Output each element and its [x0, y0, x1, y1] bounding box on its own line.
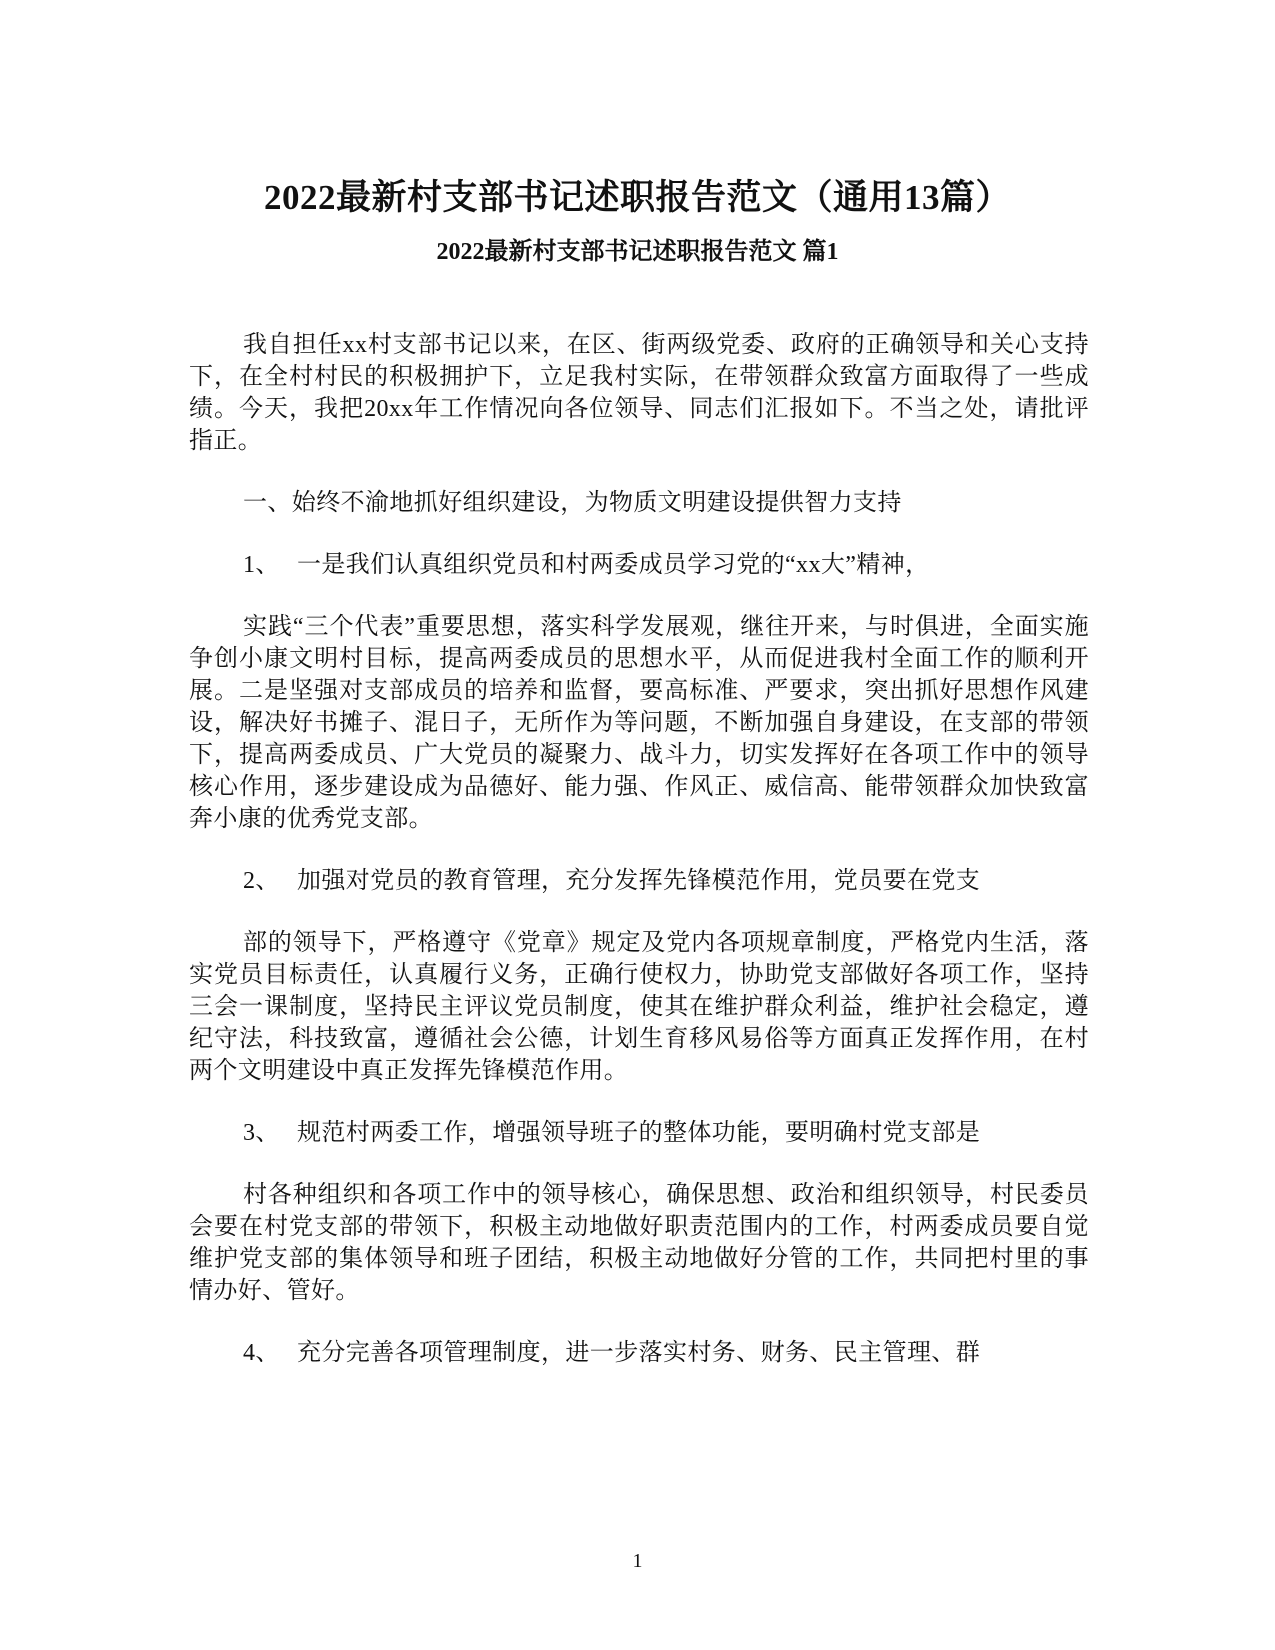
item-continuation-2: 部的领导下，严格遵守《党章》规定及党内各项规章制度，严格党内生活，落实党员目标责任，认真履行义务，正确行使权力，协助党支部做好各项工作，坚持三会一课制度，坚持民主评议党员制度，使其在维护群众利益，维护社会稳定，遵纪守法，科技致富，遵循社会公德，计划生育移风易俗等方面真正发挥作用，在村两个文明建设中真正发挥先锋模范作用。: [189, 930, 1089, 1084]
item-lead-text: 加强对党员的教育管理，充分发挥先锋模范作用，党员要在党支: [297, 868, 981, 894]
item-lead-text: 充分完善各项管理制度，进一步落实村务、财务、民主管理、群: [297, 1340, 981, 1366]
item-lead-text: 规范村两委工作，增强领导班子的整体功能，要明确村党支部是: [297, 1120, 981, 1146]
item-lead-text: 一是我们认真组织党员和村两委成员学习党的“xx大”精神，: [297, 552, 930, 578]
intro-paragraph: 我自担任xx村支部书记以来，在区、街两级党委、政府的正确领导和关心支持下，在全村村民的积极拥护下，立足我村实际，在带领群众致富方面取得了一些成绩。今天，我把20xx年工作情况向各位领导、同志们汇报如下。不当之处，请批评指正。: [189, 332, 1089, 454]
document-title: 2022最新村支部书记述职报告范文（通用13篇）: [263, 178, 1011, 217]
item-number: 3、: [243, 1120, 280, 1146]
document-body: [189, 329, 1089, 1399]
item-number: 1、: [243, 552, 280, 578]
numbered-item-4: [189, 1337, 1089, 1369]
page-number: 1: [632, 1550, 643, 1572]
numbered-item-2: [189, 865, 1089, 897]
item-continuation-3: 村各种组织和各项工作中的领导核心，确保思想、政治和组织领导，村民委员会要在村党支部的带领下，积极主动地做好职责范围内的工作，村两委成员要自觉维护党支部的集体领导和班子团结，积极主动地做好分管的工作，共同把村里的事情办好、管好。: [189, 1182, 1089, 1304]
item-number: 4、: [243, 1340, 280, 1366]
section-heading-1: 一、始终不渝地抓好组织建设，为物质文明建设提供智力支持: [243, 490, 902, 516]
numbered-item-3: [189, 1117, 1089, 1149]
item-continuation-1: 实践“三个代表”重要思想，落实科学发展观，继往开来，与时俱进，全面实施争创小康文明村目标，提高两委成员的思想水平，从而促进我村全面工作的顺利开展。二是坚强对支部成员的培养和监督，要高标准、严要求，突出抓好思想作风建设，解决好书摊子、混日子，无所作为等问题，不断加强自身建设，在支部的带领下，提高两委成员、广大党员的凝聚力、战斗力，切实发挥好在各项工作中的领导核心作用，逐步建设成为品德好、能力强、作风正、威信高、能带领群众加快致富奔小康的优秀党支部。: [189, 614, 1089, 832]
section-title: 2022最新村支部书记述职报告范文 篇1: [436, 239, 839, 265]
item-number: 2、: [243, 868, 280, 894]
numbered-item-1: [189, 549, 1089, 581]
